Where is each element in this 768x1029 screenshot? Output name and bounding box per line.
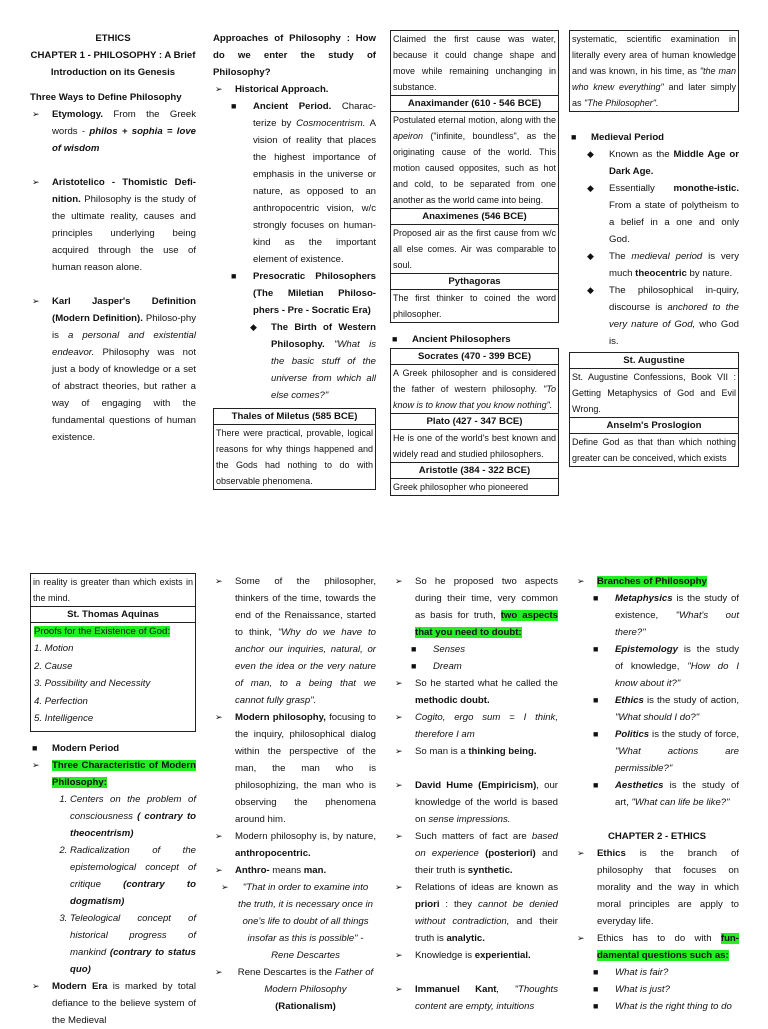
descartes-quote: "That in order to examine into the truth, it is necessary once in one's life to doubt of all things insofar as this is possible" - Rene Descartes (238, 882, 373, 961)
doc-title: ETHICS (95, 33, 131, 44)
list-item: ■ Senses (393, 641, 558, 658)
aquinas-header: St. Thomas Aquinas (30, 607, 196, 622)
list-item: ➢ Relations of ideas are known as priori : they cannot be denied without contradiction, and their truth is analytic. (393, 879, 558, 947)
list-item: ■ Modern Period (30, 740, 196, 757)
arrow-bullet-icon: ➢ (577, 576, 585, 586)
square-bullet-icon: ■ (593, 780, 599, 790)
list-item: 2. Radicalization of the epistemological concept of critique (contrary to dogmatism) (70, 842, 196, 910)
list-item: ■ Metaphysics is the study of existence, "What's out there?" (575, 590, 739, 641)
arrow-bullet-icon: ➢ (215, 831, 223, 841)
list-item: ➢ Aristotelico - Thomistic Defi-nition. Philosophy is the study of the ultimate reality, causes and principles underlying being acquired through the use of human reason alone. (30, 174, 196, 276)
arrow-bullet-icon: ➢ (32, 759, 40, 770)
arrow-bullet-icon: ➢ (215, 967, 223, 977)
square-bullet-icon: ■ (593, 695, 599, 705)
list-item: ■ What is the right thing to do (575, 998, 739, 1015)
diamond-bullet-icon: ◆ (587, 251, 594, 261)
column-3 (390, 30, 559, 496)
list-item: ➢ Ethics has to do with fun-damental questions such as: (575, 930, 739, 964)
list-item: ■ Epistemology is the study of knowledge, "How do I know about it?" (575, 641, 739, 692)
list-item: ➢ Ethics is the branch of philosophy that focuses on morality and the way in which moral principles are apply to everyday life. (575, 845, 739, 930)
list-item: ➢ Modern Era is marked by total defiance to the believe system of the Medieval (30, 978, 196, 1029)
arrow-bullet-icon: ➢ (32, 296, 40, 306)
square-bullet-icon: ■ (231, 101, 237, 111)
arrow-bullet-icon: ➢ (32, 109, 40, 119)
list-item: ➢ Knowledge is experiential. (393, 947, 558, 964)
chapter-2-heading: CHAPTER 2 - ETHICS (607, 831, 707, 842)
approaches-heading: Approaches of Philosophy : How do we enter the study of Philosophy? (213, 33, 376, 78)
three-ways-heading: Three Ways to Define Philosophy (30, 92, 182, 103)
list-item: ■ Dream (393, 658, 558, 675)
arrow-bullet-icon: ➢ (215, 84, 223, 94)
thales-header: Thales of Miletus (585 BCE) (213, 408, 376, 424)
list-item: ➢ Modern philosophy is, by nature, anthropocentric. (213, 828, 376, 862)
diamond-bullet-icon: ◆ (250, 322, 257, 332)
pythagoras-body: The first thinker to coined the word philosopher. (390, 289, 559, 323)
list-item: ■ What is fair? (575, 964, 739, 981)
list-item: 3. Teleological concept of historical progress of mankind (contrary to status quo) (70, 910, 196, 978)
square-bullet-icon: ■ (593, 1001, 599, 1011)
column-7 (393, 573, 558, 1015)
column-2 (213, 30, 376, 490)
arrow-bullet-icon: ➢ (395, 712, 403, 722)
column-4 (569, 30, 739, 467)
arrow-bullet-icon: ➢ (577, 848, 585, 858)
list-item: ➢ Cogito, ergo sum = I think, therefore I am (393, 709, 558, 743)
square-bullet-icon: ■ (593, 644, 599, 654)
characteristics-list (30, 791, 196, 978)
column-5 (30, 573, 196, 1029)
square-bullet-icon: ■ (392, 334, 398, 344)
proofs-heading: Proofs for the Existence of God: (34, 626, 170, 637)
plato-body: He is one of the world's best known and widely read and studied philosophers. (390, 429, 559, 463)
list-item: ➢ Rene Descartes is the Father of Modern Philosophy (Rationalism) (213, 964, 376, 1015)
list-item: ➢ Modern philosophy, focusing to the inquiry, philosophical dialog within the perspective of the man, the man who is philosophizing, the man who is observing the phenomena around him. (213, 709, 376, 828)
list-item: ◆ The medieval period is very much theocentric by nature. (569, 248, 739, 282)
anaximander-body: Postulated eternal motion, along with the apeiron ("infinite, boundless", as the originating cause of the world. This motion caused opposites, such as hot and cold, to be separated from one another as the world came into being. (390, 111, 559, 209)
list-item: ■ Politics is the study of force, "What actions are permissible?" (575, 726, 739, 777)
anaximenes-header: Anaximenes (546 BCE) (390, 209, 559, 224)
arrow-bullet-icon: ➢ (395, 831, 403, 841)
socrates-header: Socrates (470 - 399 BCE) (390, 348, 559, 364)
list-item: 1. Centers on the problem of consciousness ( contrary to theocentrism) (70, 791, 196, 842)
list-item: 1. Motion (34, 643, 74, 654)
list-item: ■ Aesthetics is the study of art, "What can life be like?" (575, 777, 739, 811)
pythagoras-header: Pythagoras (390, 274, 559, 289)
arrow-bullet-icon: ➢ (395, 950, 403, 960)
list-item: ➢ Karl Jasper's Definition (Modern Definition). Philoso-phy is a personal and existential endeavor. Philosophy was not just a body of knowledge or a set of abstract theories, but rather a way of engaging with the fundamental questions of human existence. (30, 293, 196, 446)
list-item: ➢ So he started what he called the methodic doubt. (393, 675, 558, 709)
list-item: ➢ So he proposed two aspects during their time, very common as basis for truth, two aspects that you need to doubt: (393, 573, 558, 641)
list-item: ■ Presocratic Philosophers (The Miletian Philoso-phers - Pre - Socratic Era) (213, 268, 376, 319)
chapter-1-heading: CHAPTER 1 - PHILOSOPHY : A Brief Introduction on its Genesis (30, 50, 196, 78)
aquinas-body (30, 622, 196, 732)
list-item: ➢ Branches of Philosophy (575, 573, 739, 590)
list-item (213, 879, 376, 964)
square-bullet-icon: ■ (571, 132, 577, 142)
square-bullet-icon: ■ (593, 729, 599, 739)
aristotle-continued: systematic, scientific examination in literally every area of human knowledge and was known, in his time, as "the man who knew everything" and later simply as "The Philosopher". (569, 30, 739, 112)
arrow-bullet-icon: ➢ (215, 576, 223, 586)
arrow-bullet-icon: ➢ (32, 177, 40, 187)
square-bullet-icon: ■ (231, 271, 237, 281)
list-item: 2. Cause (34, 660, 73, 672)
aristotle-body: Greek philosopher who pioneered (390, 478, 559, 496)
anaximander-header: Anaximander (610 - 546 BCE) (390, 96, 559, 111)
list-item: ➢ Immanuel Kant, "Thoughts content are empty, intuitions (393, 981, 558, 1015)
square-bullet-icon: ■ (411, 661, 417, 671)
square-bullet-icon: ■ (411, 644, 417, 654)
square-bullet-icon: ■ (32, 742, 38, 753)
square-bullet-icon: ■ (593, 984, 599, 994)
list-item: ◆ The philosophical in-quiry, discourse is anchored to the very nature of God, who God is. (569, 282, 739, 350)
thales-body: There were practical, provable, logical reasons for why things happened and the Gods had nothing to do with observable phenomena. (213, 424, 376, 490)
list-item: ◆ The Birth of Western Philosophy. "What is the basic stuff of the universe from which all else comes?" (213, 319, 376, 404)
arrow-bullet-icon: ➢ (32, 980, 40, 991)
arrow-bullet-icon: ➢ (395, 678, 403, 688)
anaximenes-body: Proposed air as the first cause from w/c all else comes. Air was comparable to soul. (390, 224, 559, 274)
aristotle-header: Aristotle (384 - 322 BCE) (390, 463, 559, 478)
arrow-bullet-icon: ➢ (395, 882, 403, 892)
list-item: ➢ Etymology. From the Greek words - philos + sophia = love of wisdom (30, 106, 196, 157)
arrow-bullet-icon: ➢ (395, 984, 403, 994)
arrow-bullet-icon: ➢ (395, 576, 403, 586)
list-item: ■ Ancient Philosophers (390, 331, 559, 348)
list-item: 5. Intelligence (34, 713, 94, 724)
diamond-bullet-icon: ◆ (587, 285, 594, 295)
list-item: ■ What is just? (575, 981, 739, 998)
anselm-continued: in reality is greater than which exists in the mind. (30, 573, 196, 607)
list-item: ➢ Anthro- means man. (213, 862, 376, 879)
list-item: ➢ Some of the philosopher, thinkers of the time, towards the end of the Renaissance, started to think, "Why do we have to anchor our inquiries, natural, or even the idea or the very nature of man, to a being that we cannot fully grasp". (213, 573, 376, 709)
square-bullet-icon: ■ (593, 967, 599, 977)
anselm-body: Define God as that than which nothing greater can be conceived, which exists (569, 433, 739, 467)
arrow-bullet-icon: ➢ (221, 882, 229, 892)
augustine-header: St. Augustine (569, 352, 739, 368)
arrow-bullet-icon: ➢ (215, 712, 223, 722)
list-item: ➢ So man is a thinking being. (393, 743, 558, 760)
list-item: ◆ Essentially monothe-istic. From a state of polytheism to a belief in a one and only God. (569, 180, 739, 248)
plato-header: Plato (427 - 347 BCE) (390, 414, 559, 429)
proofs-list (31, 640, 195, 728)
arrow-bullet-icon: ➢ (215, 865, 223, 875)
diamond-bullet-icon: ◆ (587, 183, 594, 193)
list-item: ■ Medieval Period (569, 129, 739, 146)
column-1 (30, 30, 196, 446)
list-item: ➢ Historical Approach. (213, 81, 376, 98)
anselm-header: Anselm's Proslogion (569, 418, 739, 433)
list-item: ■ Ethics is the study of action, "What should I do?" (575, 692, 739, 726)
list-item: ➢ David Hume (Empiricism), our knowledge of the world is based on sense impressions. (393, 777, 558, 828)
list-item: ➢ Three Characteristic of Modern Philosophy: (30, 757, 196, 791)
arrow-bullet-icon: ➢ (577, 933, 585, 943)
column-6 (213, 573, 376, 1015)
arrow-bullet-icon: ➢ (395, 746, 403, 756)
square-bullet-icon: ■ (593, 593, 599, 603)
list-item: ◆ Known as the Middle Age or Dark Age. (569, 146, 739, 180)
augustine-body: St. Augustine Confessions, Book VII : Getting Metaphysics of God and Evil Wrong. (569, 368, 739, 418)
arrow-bullet-icon: ➢ (395, 780, 403, 790)
socrates-body: A Greek philosopher and is considered the father of western philosophy. "To know is to know that you know nothing". (390, 364, 559, 414)
list-item: 4. Perfection (34, 695, 88, 707)
diamond-bullet-icon: ◆ (587, 149, 594, 159)
thales-continued: Claimed the first cause was water, because it could change shape and move while remaining unchanging in substance. (390, 30, 559, 96)
list-item: 3. Possibility and Necessity (34, 678, 151, 689)
column-8 (575, 573, 739, 1015)
list-item: ➢ Such matters of fact are based on experience (posteriori) and their truth is synthetic. (393, 828, 558, 879)
list-item: ■ Ancient Period. Charac-terize by Cosmocentrism. A vision of reality that places the highest importance of emphasis in the universe or nature, as opposed to an anthropocentric vision, w/c strongly focuses on human-kind as the important element of existence. (213, 98, 376, 268)
